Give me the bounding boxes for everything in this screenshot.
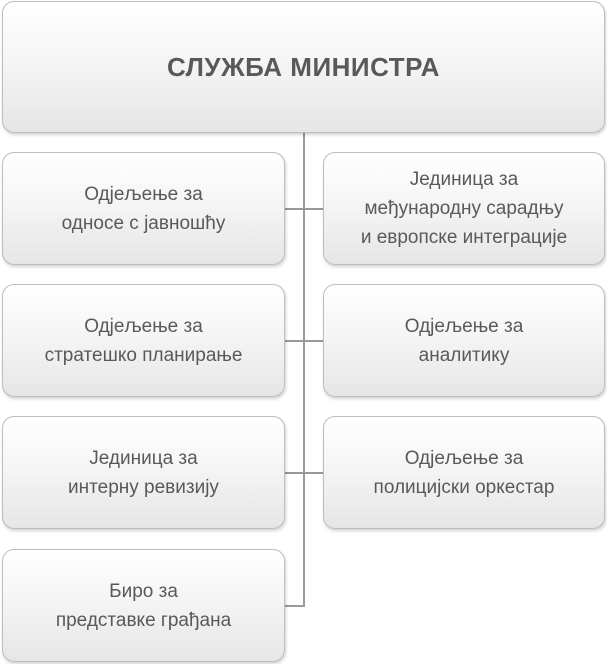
unit-citizen-petitions (2, 549, 285, 662)
connector-left-2 (285, 340, 305, 342)
connector-left-3 (285, 472, 305, 474)
unit-label: Одјељење за аналитику (404, 315, 524, 366)
unit-label: Јединица за интерну ревизију (68, 447, 219, 498)
unit-label: Биро за представке грађана (55, 580, 232, 631)
top-unit-label: СЛУЖБА МИНИСТРА (167, 51, 440, 82)
unit-public-relations (2, 152, 285, 265)
unit-analytics (323, 284, 605, 397)
top-unit-box (2, 1, 605, 133)
connector-left-4 (285, 605, 305, 607)
connector-right-1 (303, 208, 323, 210)
connector-right-3 (303, 472, 323, 474)
unit-internal-audit (2, 416, 285, 529)
unit-label: Јединица за међународну сарадњу и европске интеграције (360, 169, 568, 248)
trunk-line (303, 133, 305, 607)
unit-international-cooperation (323, 152, 605, 265)
unit-strategic-planning (2, 284, 285, 397)
unit-label: Одјељење за полицијски оркестар (373, 447, 555, 498)
unit-label: Одјељење за односе с јавношћу (61, 183, 226, 234)
unit-label: Одјељење за стратешко планирање (44, 315, 243, 366)
connector-right-2 (303, 340, 323, 342)
unit-police-orchestra (323, 416, 605, 529)
connector-left-1 (285, 208, 305, 210)
